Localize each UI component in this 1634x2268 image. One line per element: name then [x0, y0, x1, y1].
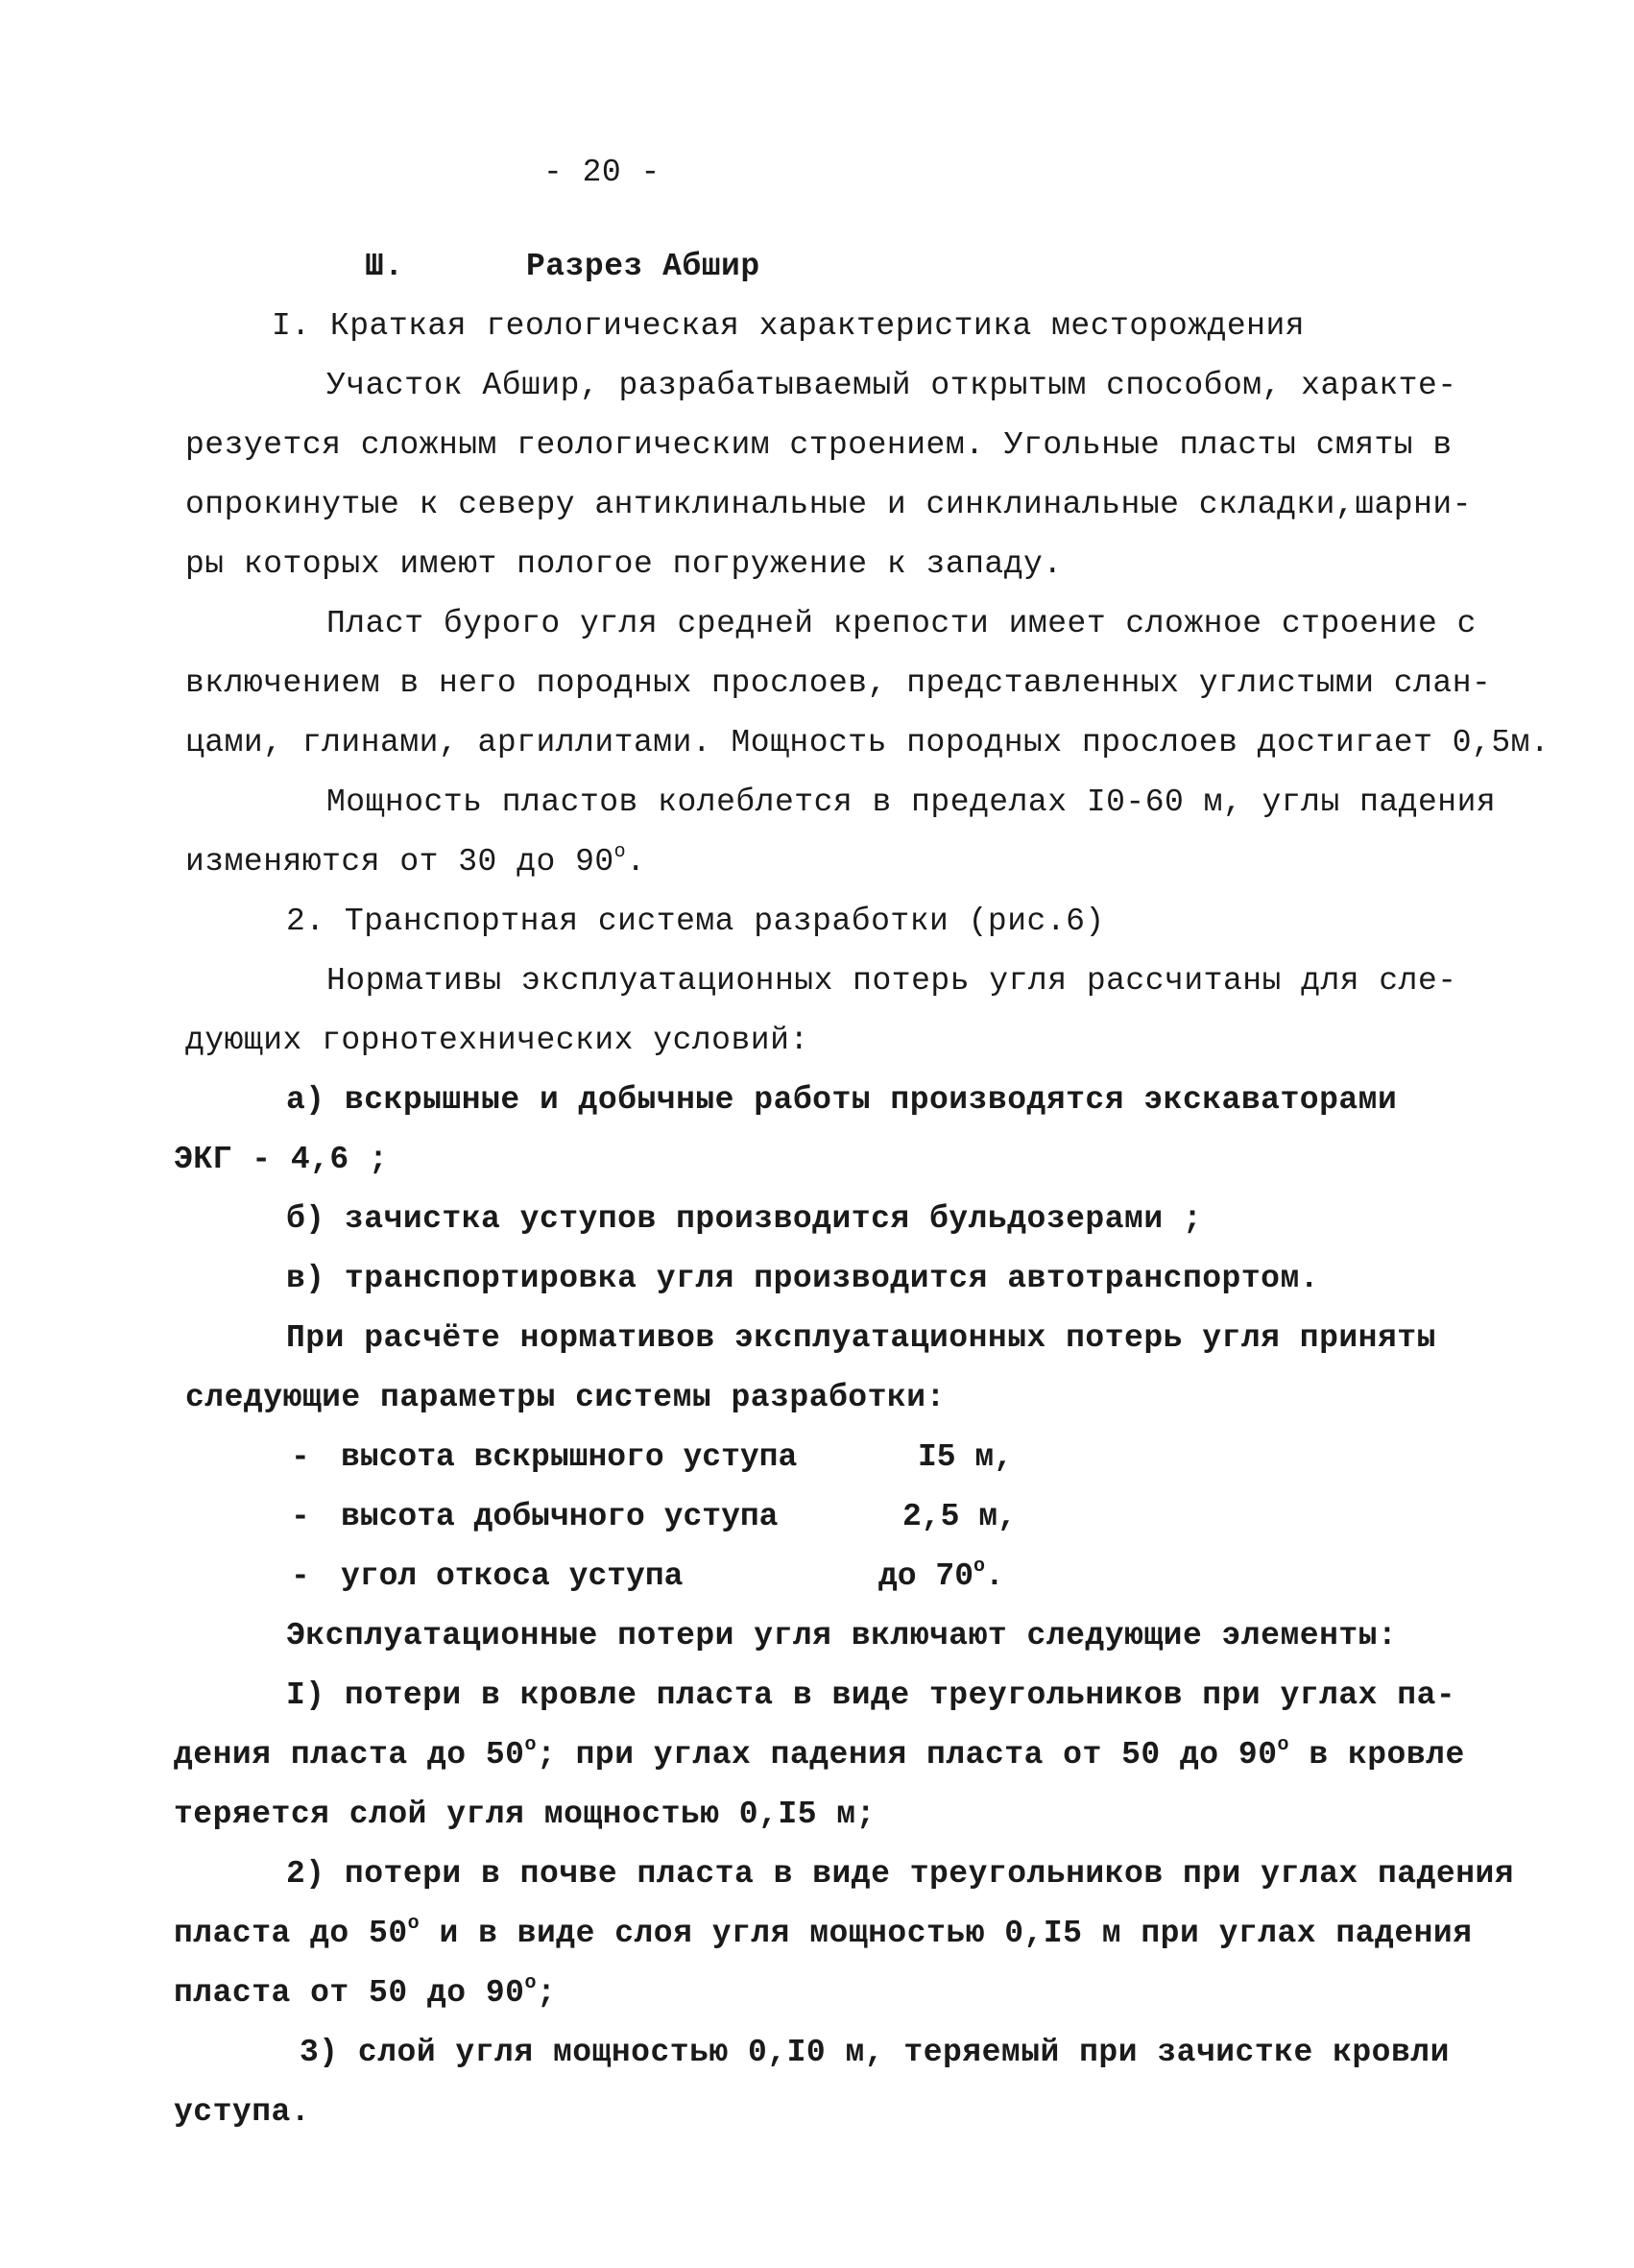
degree-sign: о — [613, 841, 627, 863]
paragraph-line: дующих горнотехнических условий: — [185, 1023, 809, 1058]
degree-sign: о — [1277, 1734, 1290, 1756]
loss-item-3-cont: уступа. — [174, 2094, 311, 2130]
loss-item-2-cont — [174, 1915, 1473, 1953]
loss-item-1: I) потери в кровле пласта в виде треугольников при углах па- — [286, 1677, 1456, 1713]
loss-item-1-cont — [174, 1736, 1465, 1774]
text-run: пласта от 50 до 90 — [174, 1975, 525, 2011]
condition-c: в) транспортировка угля производится автотранспортом. — [286, 1261, 1320, 1296]
loss-item-3: 3) слой угля мощностью 0,I0 м, теряемый при зачистке кровли — [300, 2035, 1450, 2070]
paragraph-line: Эксплуатационные потери угля включают следующие элементы: — [286, 1618, 1398, 1653]
degree-sign: о — [524, 1734, 537, 1756]
param-label: угол откоса уступа — [341, 1558, 684, 1594]
param-label: высота добычного уступа — [341, 1499, 779, 1534]
text-run: пласта до 50 — [174, 1916, 408, 1951]
section-title: Разрез Абшир — [526, 249, 760, 284]
param-value — [878, 1557, 1004, 1596]
paragraph-line — [185, 843, 646, 881]
text-run: до 70 — [878, 1558, 974, 1594]
paragraph-line: ры которых имеют пологое погружение к западу. — [185, 546, 1063, 582]
loss-item-2: 2) потери в почве пласта в виде треугольников при углах падения — [286, 1856, 1515, 1892]
subsection-title-1: I. Краткая геологическая характеристика месторождения — [272, 308, 1306, 344]
text-run: в кровле — [1289, 1737, 1465, 1773]
param-value: I5 м, — [918, 1439, 1014, 1475]
text-run: . — [626, 844, 646, 880]
section-numeral: Ш. — [365, 249, 404, 284]
paragraph-line: Нормативы эксплуатационных потерь угля рассчитаны для сле- — [326, 963, 1457, 999]
condition-a: а) вскрышные и добычные работы производятся экскаваторами — [286, 1082, 1398, 1118]
paragraph-line: Мощность пластов колеблется в пределах I0-60 м, углы падения — [326, 784, 1497, 820]
condition-b: б) зачистка уступов производится бульдозерами ; — [286, 1201, 1203, 1237]
param-value: 2,5 м, — [902, 1499, 1017, 1534]
degree-sign: о — [973, 1556, 986, 1578]
paragraph-line: Участок Абшир, разрабатываемый открытым способом, характе- — [326, 368, 1457, 403]
text-run: и в виде слоя угля мощностью 0,I5 м при углах падения — [420, 1916, 1473, 1951]
paragraph-line: резуется сложным геологическим строением. Угольные пласты смяты в — [185, 427, 1453, 463]
loss-item-2-cont — [174, 1974, 556, 2013]
param-dash: - — [291, 1558, 310, 1594]
param-label: высота вскрышного уступа — [341, 1439, 798, 1475]
text-run: ; при углах падения пласта от 50 до 90 — [536, 1737, 1278, 1773]
paragraph-line: следующие параметры системы разработки: — [185, 1380, 946, 1415]
degree-sign: о — [407, 1913, 421, 1935]
paragraph-line: опрокинутые к северу антиклинальные и синклинальные складки,шарни- — [185, 487, 1473, 522]
paragraph-line: Пласт бурого угля средней крепости имеет сложное строение с — [326, 606, 1477, 641]
paragraph-line: включением в него породных прослоев, представленных углистыми слан- — [185, 665, 1492, 701]
text-run: . — [985, 1558, 1004, 1594]
param-dash: - — [291, 1499, 310, 1534]
param-dash: - — [291, 1439, 310, 1475]
page-number: - 20 - — [543, 155, 661, 190]
loss-item-1-cont: теряется слой угля мощностью 0,I5 м; — [174, 1797, 876, 1832]
subsection-title-2: 2. Транспортная система разработки (рис.6) — [286, 904, 1105, 939]
text-run: дения пласта до 50 — [174, 1737, 525, 1773]
paragraph-line: цами, глинами, аргиллитами. Мощность породных прослоев достигает 0,5м. — [185, 725, 1550, 760]
condition-a-cont: ЭКГ - 4,6 ; — [174, 1142, 389, 1177]
text-run: ; — [536, 1975, 557, 2011]
degree-sign: о — [524, 1972, 537, 1994]
text-run: изменяются от 30 до 90 — [185, 844, 614, 880]
paragraph-line: При расчёте нормативов эксплуатационных потерь угля приняты — [286, 1320, 1436, 1356]
